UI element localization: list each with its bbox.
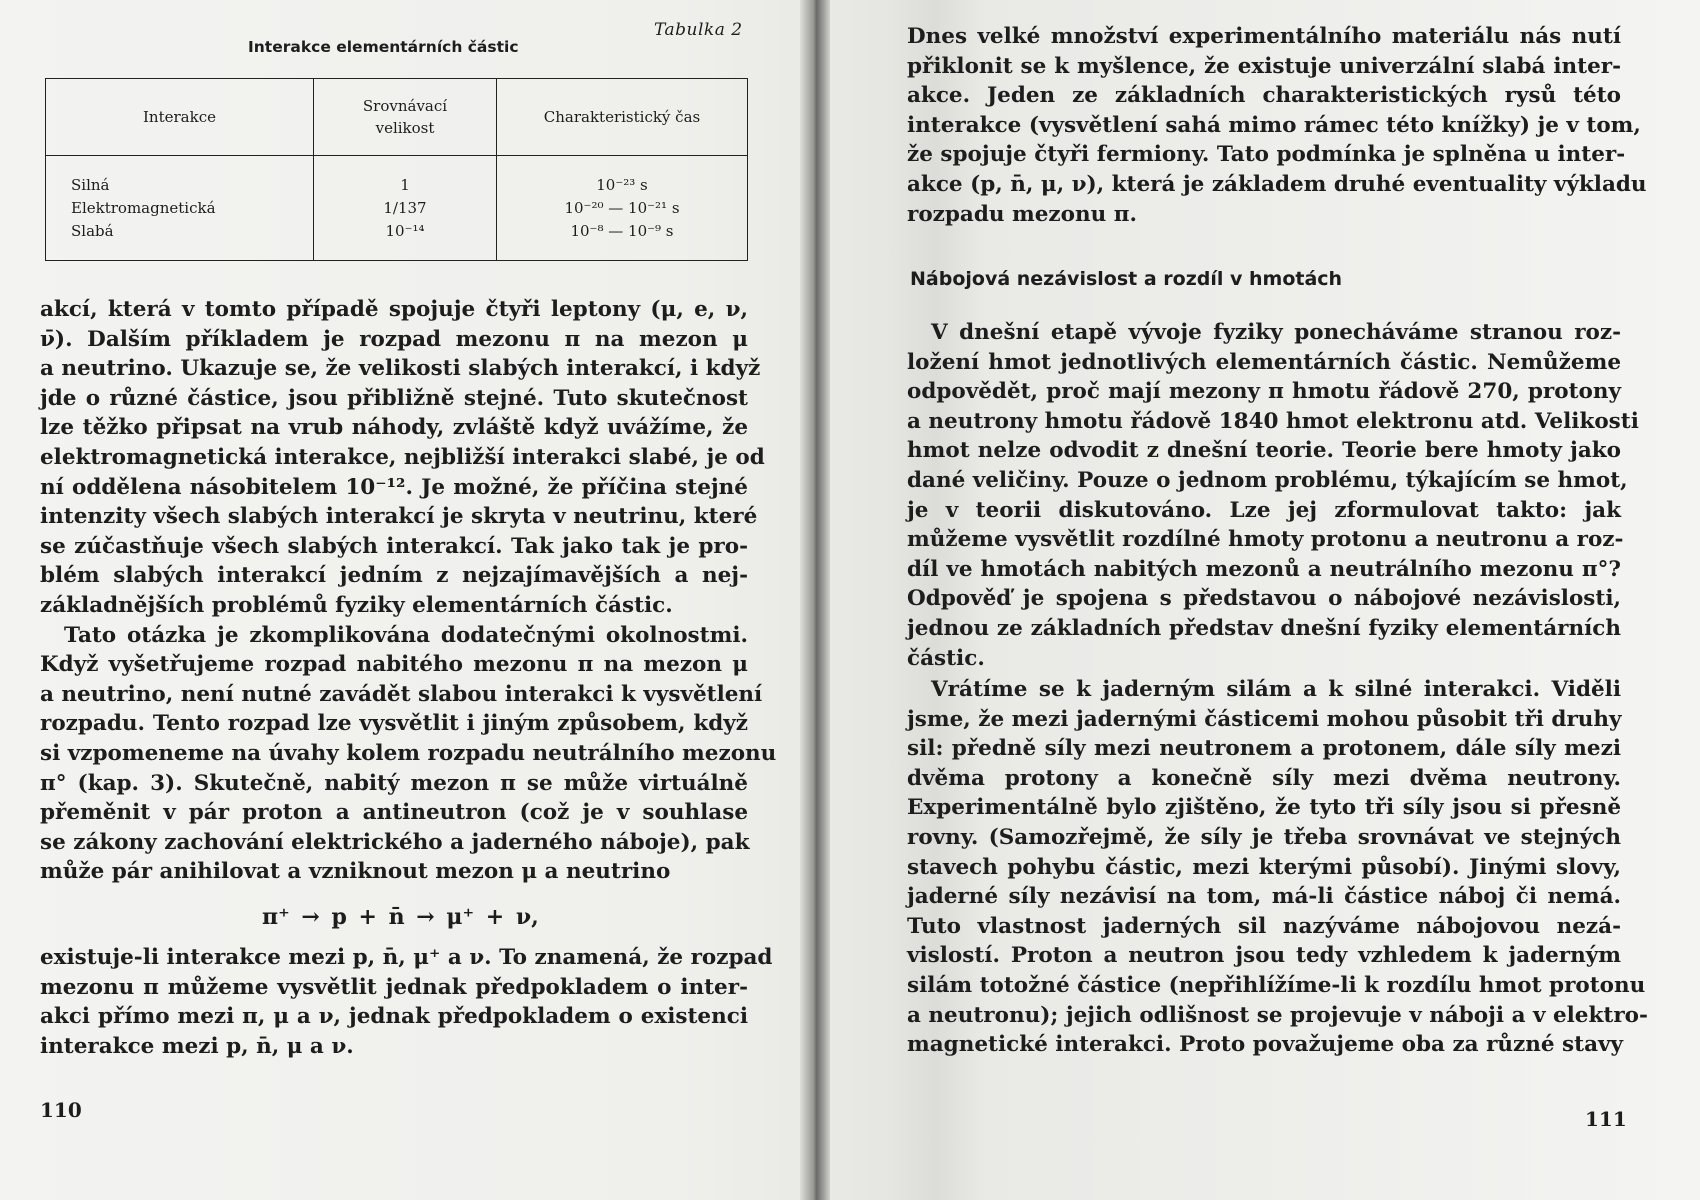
- page-number-right: 111: [1585, 1107, 1627, 1131]
- text-line: částic.: [907, 645, 985, 671]
- header-srovnavaci-velikost: [314, 79, 497, 156]
- book-gutter: [800, 0, 830, 1200]
- table-cell: Silná: [71, 175, 110, 194]
- table-title: Interakce elementárních částic: [248, 38, 519, 56]
- page-number-left: 110: [40, 1098, 82, 1122]
- text-line: se zákony zachování elektrického a jaderného náboje), pak: [40, 829, 750, 855]
- text-line: existuje-li interakce mezi p, n̄, μ⁺ a ν. To znamená, že rozpad: [40, 945, 773, 970]
- left-page: [0, 0, 805, 1200]
- text-line: stavech pohybu částic, mezi kterými působí). Jinými slovy,: [907, 854, 1621, 880]
- text-line: Odpověď je spojena s představou o nábojové nezávislosti,: [907, 586, 1621, 612]
- text-line: silám totožné částice (nepřihlížíme-li k rozdílu hmot protonu: [907, 972, 1646, 998]
- text-line: Tuto vlastnost jaderných sil nazýváme nábojovou nezá-: [907, 913, 1621, 939]
- text-line: mezonu π můžeme vysvětlit jednak předpokladem o inter-: [40, 974, 748, 1000]
- section-heading: Nábojová nezávislost a rozdíl v hmotách: [910, 268, 1343, 290]
- equation: π⁺ → p + n̄ → μ⁺ + ν,: [262, 904, 539, 930]
- text-line: rovny. (Samozřejmě, že síly je třeba srovnávat ve stejných: [907, 824, 1621, 850]
- text-line: vislostí. Proton a neutron jsou tedy vzhledem k jaderným: [907, 943, 1621, 969]
- right-body-text-1: [907, 22, 1647, 229]
- col-velikost-cells: [314, 156, 497, 261]
- text-line: se zúčastňuje všech slabých interakcí. Tak jako tak je pro-: [40, 533, 748, 559]
- left-body-text: [40, 295, 777, 887]
- right-body-text-2: [907, 318, 1639, 673]
- text-line: a neutronu); jejich odlišnost se projevuje v náboji a v elektro-: [907, 1002, 1648, 1028]
- text-line: a neutrino, není nutné zavádět slabou interakci k vysvětlení: [40, 681, 763, 707]
- text-line: V dnešní etapě vývoje fyziky ponecháváme stranou roz-: [931, 320, 1621, 345]
- table-label: Tabulka 2: [654, 20, 743, 40]
- table-body-row: [46, 156, 748, 261]
- text-line: Experimentálně bylo zjištěno, že tyto tři síly jsou si přesně: [907, 795, 1621, 821]
- header-srovnavaci-velikost-text: Srovnávací velikost: [362, 97, 448, 137]
- left-body-text-2: [40, 943, 773, 1061]
- text-line: ložení hmot jednotlivých elementárních částic. Nemůžeme: [907, 349, 1621, 375]
- text-line: rozpadu mezonu π.: [907, 201, 1137, 227]
- text-line: může pár anihilovat a vzniknout mezon μ a neutrino: [40, 859, 671, 885]
- text-line: jaderné síly nezávisí na tom, má-li částice náboj či nemá.: [907, 884, 1621, 910]
- text-line: akce (p, n̄, μ, ν), která je základem druhé eventuality výkladu: [907, 171, 1647, 197]
- interaction-table: [45, 78, 748, 261]
- text-line: Vrátíme se k jaderným silám a k silné interakci. Viděli: [931, 677, 1621, 702]
- table-cell: 10⁻⁸ — 10⁻⁹ s: [570, 221, 674, 240]
- text-line: odpovědět, proč mají mezony π hmotu řádově 270, protony: [907, 379, 1621, 405]
- col-cas-cells: [497, 156, 748, 261]
- text-line: lze těžko připsat na vrub náhody, zvláště když uvážíme, že: [40, 415, 748, 441]
- text-line: přeměnit v pár proton a antineutron (což je v souhlase: [40, 800, 748, 826]
- text-line: akcí, která v tomto případě spojuje čtyři leptony (μ, e, ν,: [40, 297, 748, 322]
- text-line: hmot nelze odvodit z dnešní teorie. Teorie bere hmoty jako: [907, 438, 1621, 464]
- table-cell: 1/137: [383, 198, 427, 217]
- text-line: základnějších problémů fyziky elementárních částic.: [40, 592, 673, 618]
- text-line: blém slabých interakcí jedním z nejzajímavějších a nej-: [40, 563, 748, 589]
- text-line: ní oddělena násobitelem 10⁻¹². Je možné, že příčina stejné: [40, 474, 748, 500]
- text-line: dvěma protony a konečně síly mezi dvěma neutrony.: [907, 765, 1621, 791]
- text-line: jsme, že mezi jadernými částicemi mohou působit tři druhy: [907, 706, 1622, 732]
- table-cell: 10⁻¹⁴: [385, 221, 425, 240]
- text-line: rozpadu. Tento rozpad lze vysvětlit i jiným způsobem, když: [40, 711, 748, 737]
- text-line: Když vyšetřujeme rozpad nabitého mezonu π na mezon μ: [40, 652, 748, 678]
- table-cell: Elektromagnetická: [71, 198, 216, 217]
- table-cell: 10⁻²⁰ — 10⁻²¹ s: [564, 198, 680, 217]
- text-line: Tato otázka je zkomplikována dodatečnými okolnostmi.: [64, 622, 748, 648]
- table-cell: 1: [400, 175, 410, 194]
- text-line: a neutrony hmotu řádově 1840 hmot elektronu atd. Velikosti: [907, 408, 1639, 434]
- text-line: sil: předně síly mezi neutronem a protonem, dále síly mezi: [907, 736, 1621, 762]
- text-line: si vzpomeneme na úvahy kolem rozpadu neutrálního mezonu: [40, 740, 777, 766]
- text-line: dané veličiny. Pouze o jednom problému, týkajícím se hmot,: [907, 467, 1628, 493]
- text-line: π° (kap. 3). Skutečně, nabitý mezon π se může virtuálně: [40, 770, 748, 796]
- text-line: jednou ze základních představ dnešní fyziky elementárních: [907, 615, 1621, 641]
- text-line: magnetické interakci. Proto považujeme oba za různé stavy: [907, 1032, 1623, 1058]
- text-line: že spojuje čtyři fermiony. Tato podmínka je splněna u inter-: [907, 142, 1626, 168]
- col-interakce-cells: [46, 156, 314, 261]
- text-line: akci přímo mezi π, μ a ν, jednak předpokladem o existenci: [40, 1004, 748, 1030]
- text-line: Dnes velké množství experimentálního materiálu nás nutí: [907, 24, 1621, 49]
- table-header-row: [46, 79, 748, 156]
- text-line: je v teorii diskutováno. Lze jej zformulovat takto: jak: [907, 497, 1621, 523]
- text-line: můžeme vysvětlit rozdílné hmoty protonu a neutronu a roz-: [907, 527, 1624, 553]
- text-line: elektromagnetická interakce, nejbližší interakci slabé, je od: [40, 444, 765, 470]
- text-line: interakce (vysvětlení sahá mimo rámec této knížky) je v tom,: [907, 112, 1641, 138]
- table-cell: 10⁻²³ s: [596, 175, 648, 194]
- text-line: díl ve hmotách nabitých mezonů a neutrálního mezonu π°?: [907, 556, 1621, 582]
- text-line: akce. Jeden ze základních charakteristických rysů této: [907, 83, 1621, 109]
- text-line: interakce mezi p, n̄, μ a ν.: [40, 1033, 354, 1059]
- text-line: ν̄). Dalším příkladem je rozpad mezonu π na mezon μ: [40, 326, 748, 352]
- text-line: intenzity všech slabých interakcí je skryta v neutrinu, které: [40, 504, 758, 530]
- table-cell: Slabá: [71, 221, 114, 240]
- text-line: a neutrino. Ukazuje se, že velikosti slabých interakcí, i když: [40, 356, 761, 382]
- text-line: jde o různé částice, jsou přibližně stejné. Tuto skutečnost: [40, 385, 748, 411]
- text-line: přiklonit se k myšlence, že existuje univerzální slabá inter-: [907, 53, 1621, 79]
- header-charakteristicky-cas: Charakteristický čas: [497, 79, 748, 156]
- header-interakce: Interakce: [46, 79, 314, 156]
- right-body-text-3: [907, 675, 1648, 1060]
